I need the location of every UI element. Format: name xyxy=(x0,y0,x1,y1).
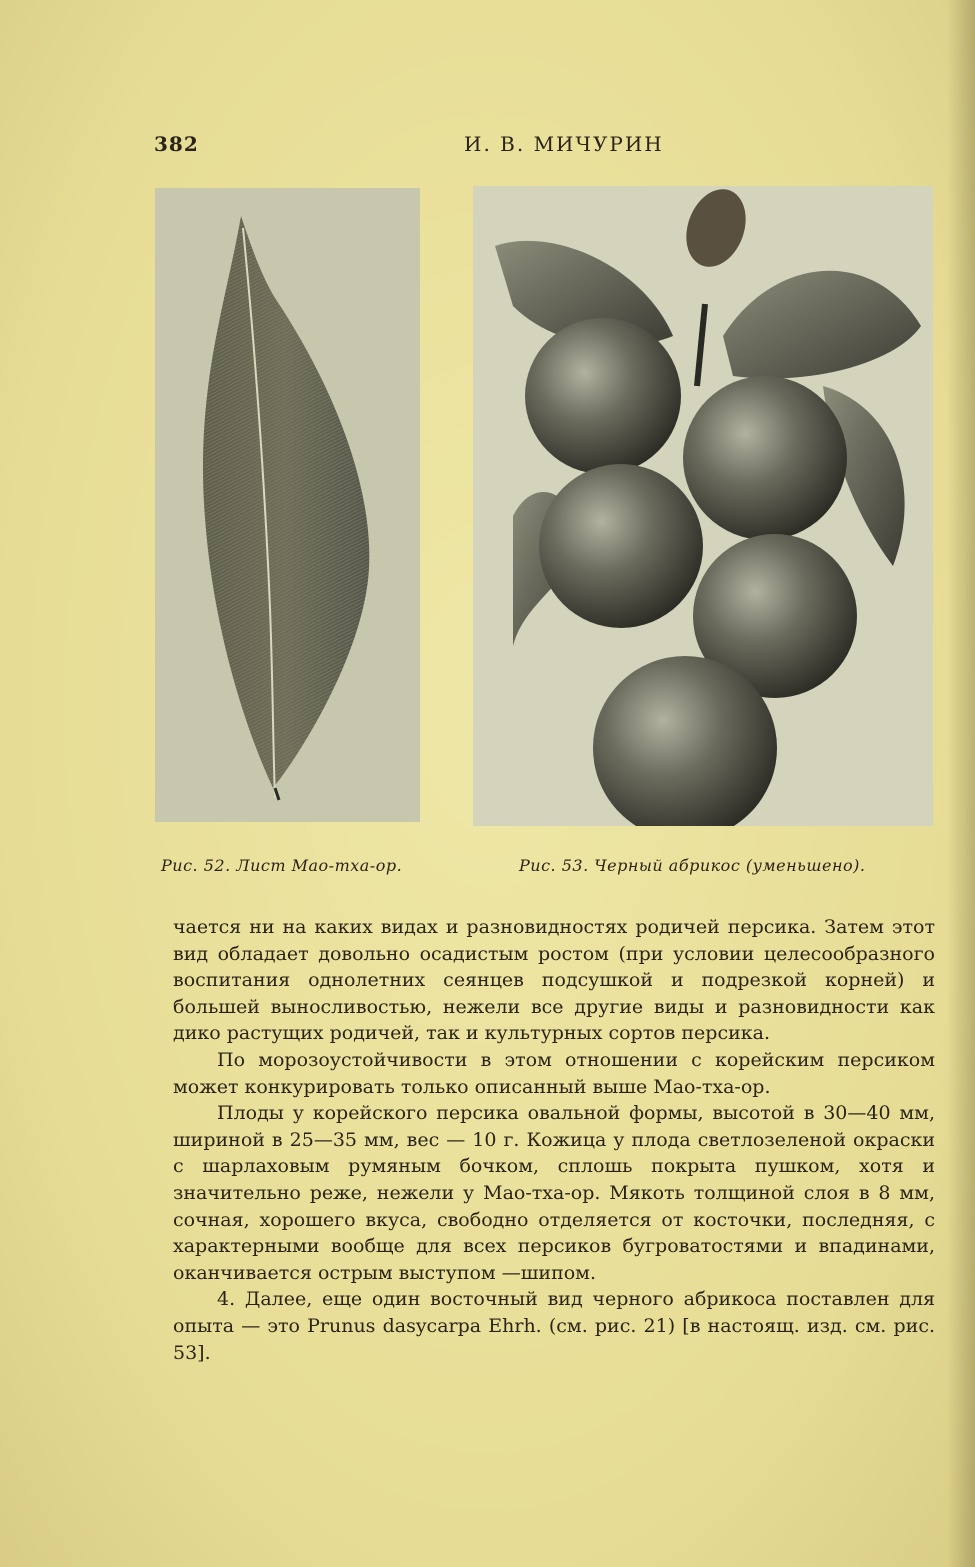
apricot-stem xyxy=(697,304,705,386)
leaf-illustration xyxy=(155,188,420,822)
apricot-pit xyxy=(676,186,756,275)
running-head: И. В. МИЧУРИН xyxy=(464,132,664,156)
page-edge-shadow xyxy=(947,0,975,1567)
figure-52-caption: Рис. 52. Лист Мао-тха-ор. xyxy=(161,856,403,875)
page-header xyxy=(154,132,934,162)
figure-52-leaf xyxy=(155,188,420,822)
paragraph-1: чается ни на каких видах и разновидностях родичей персика. Затем этот вид обладает довольно осадистым ростом (при условии целесообразного воспитания однолетних сеянцев подсушкой и подрезкой корней) и большей выносливостью, нежели все другие виды и разновидности как дико растущих родичей, так и культурных сортов персика. xyxy=(173,916,935,1045)
apricot-leaf-top-right xyxy=(723,271,921,379)
figure-53-black-apricot xyxy=(473,186,933,826)
black-apricot-illustration xyxy=(473,186,933,826)
figure-53-caption: Рис. 53. Черный абрикос (уменьшено). xyxy=(519,856,866,875)
paragraph-4: 4. Далее, еще один восточный вид черного абрикоса поставлен для опыта — это Prunus dasycarpa Ehrh. (см. рис. 21) [в настоящ. изд. см. рис. 53]. xyxy=(173,1288,935,1364)
page-number: 382 xyxy=(154,132,199,156)
body-text xyxy=(173,914,935,1366)
paragraph-2: По морозоустойчивости в этом отношении с корейским персиком может конкурировать только описанный выше Мао-тха-ор. xyxy=(173,1048,935,1098)
apricot-fruit-1 xyxy=(525,318,681,474)
paragraph-3: Плоды у корейского персика овальной формы, высотой в 30—40 мм, шириной в 25—35 мм, вес — 10 г. Кожица у плода светлозеленой окраски с шарлаховым румяным бочком, сплошь покрыта пушком, хотя и значительно реже, нежели у Мао-тха-ор. Мякоть толщиной слоя в 8 мм, сочная, хорошего вкуса, свободно отделяется от косточки, последняя, с характерными вообще для всех персиков бугроватостями и впадинами, оканчивается острым выступом —шипом. xyxy=(173,1102,935,1284)
apricot-fruit-2 xyxy=(683,376,847,540)
apricot-fruit-3 xyxy=(539,464,703,628)
